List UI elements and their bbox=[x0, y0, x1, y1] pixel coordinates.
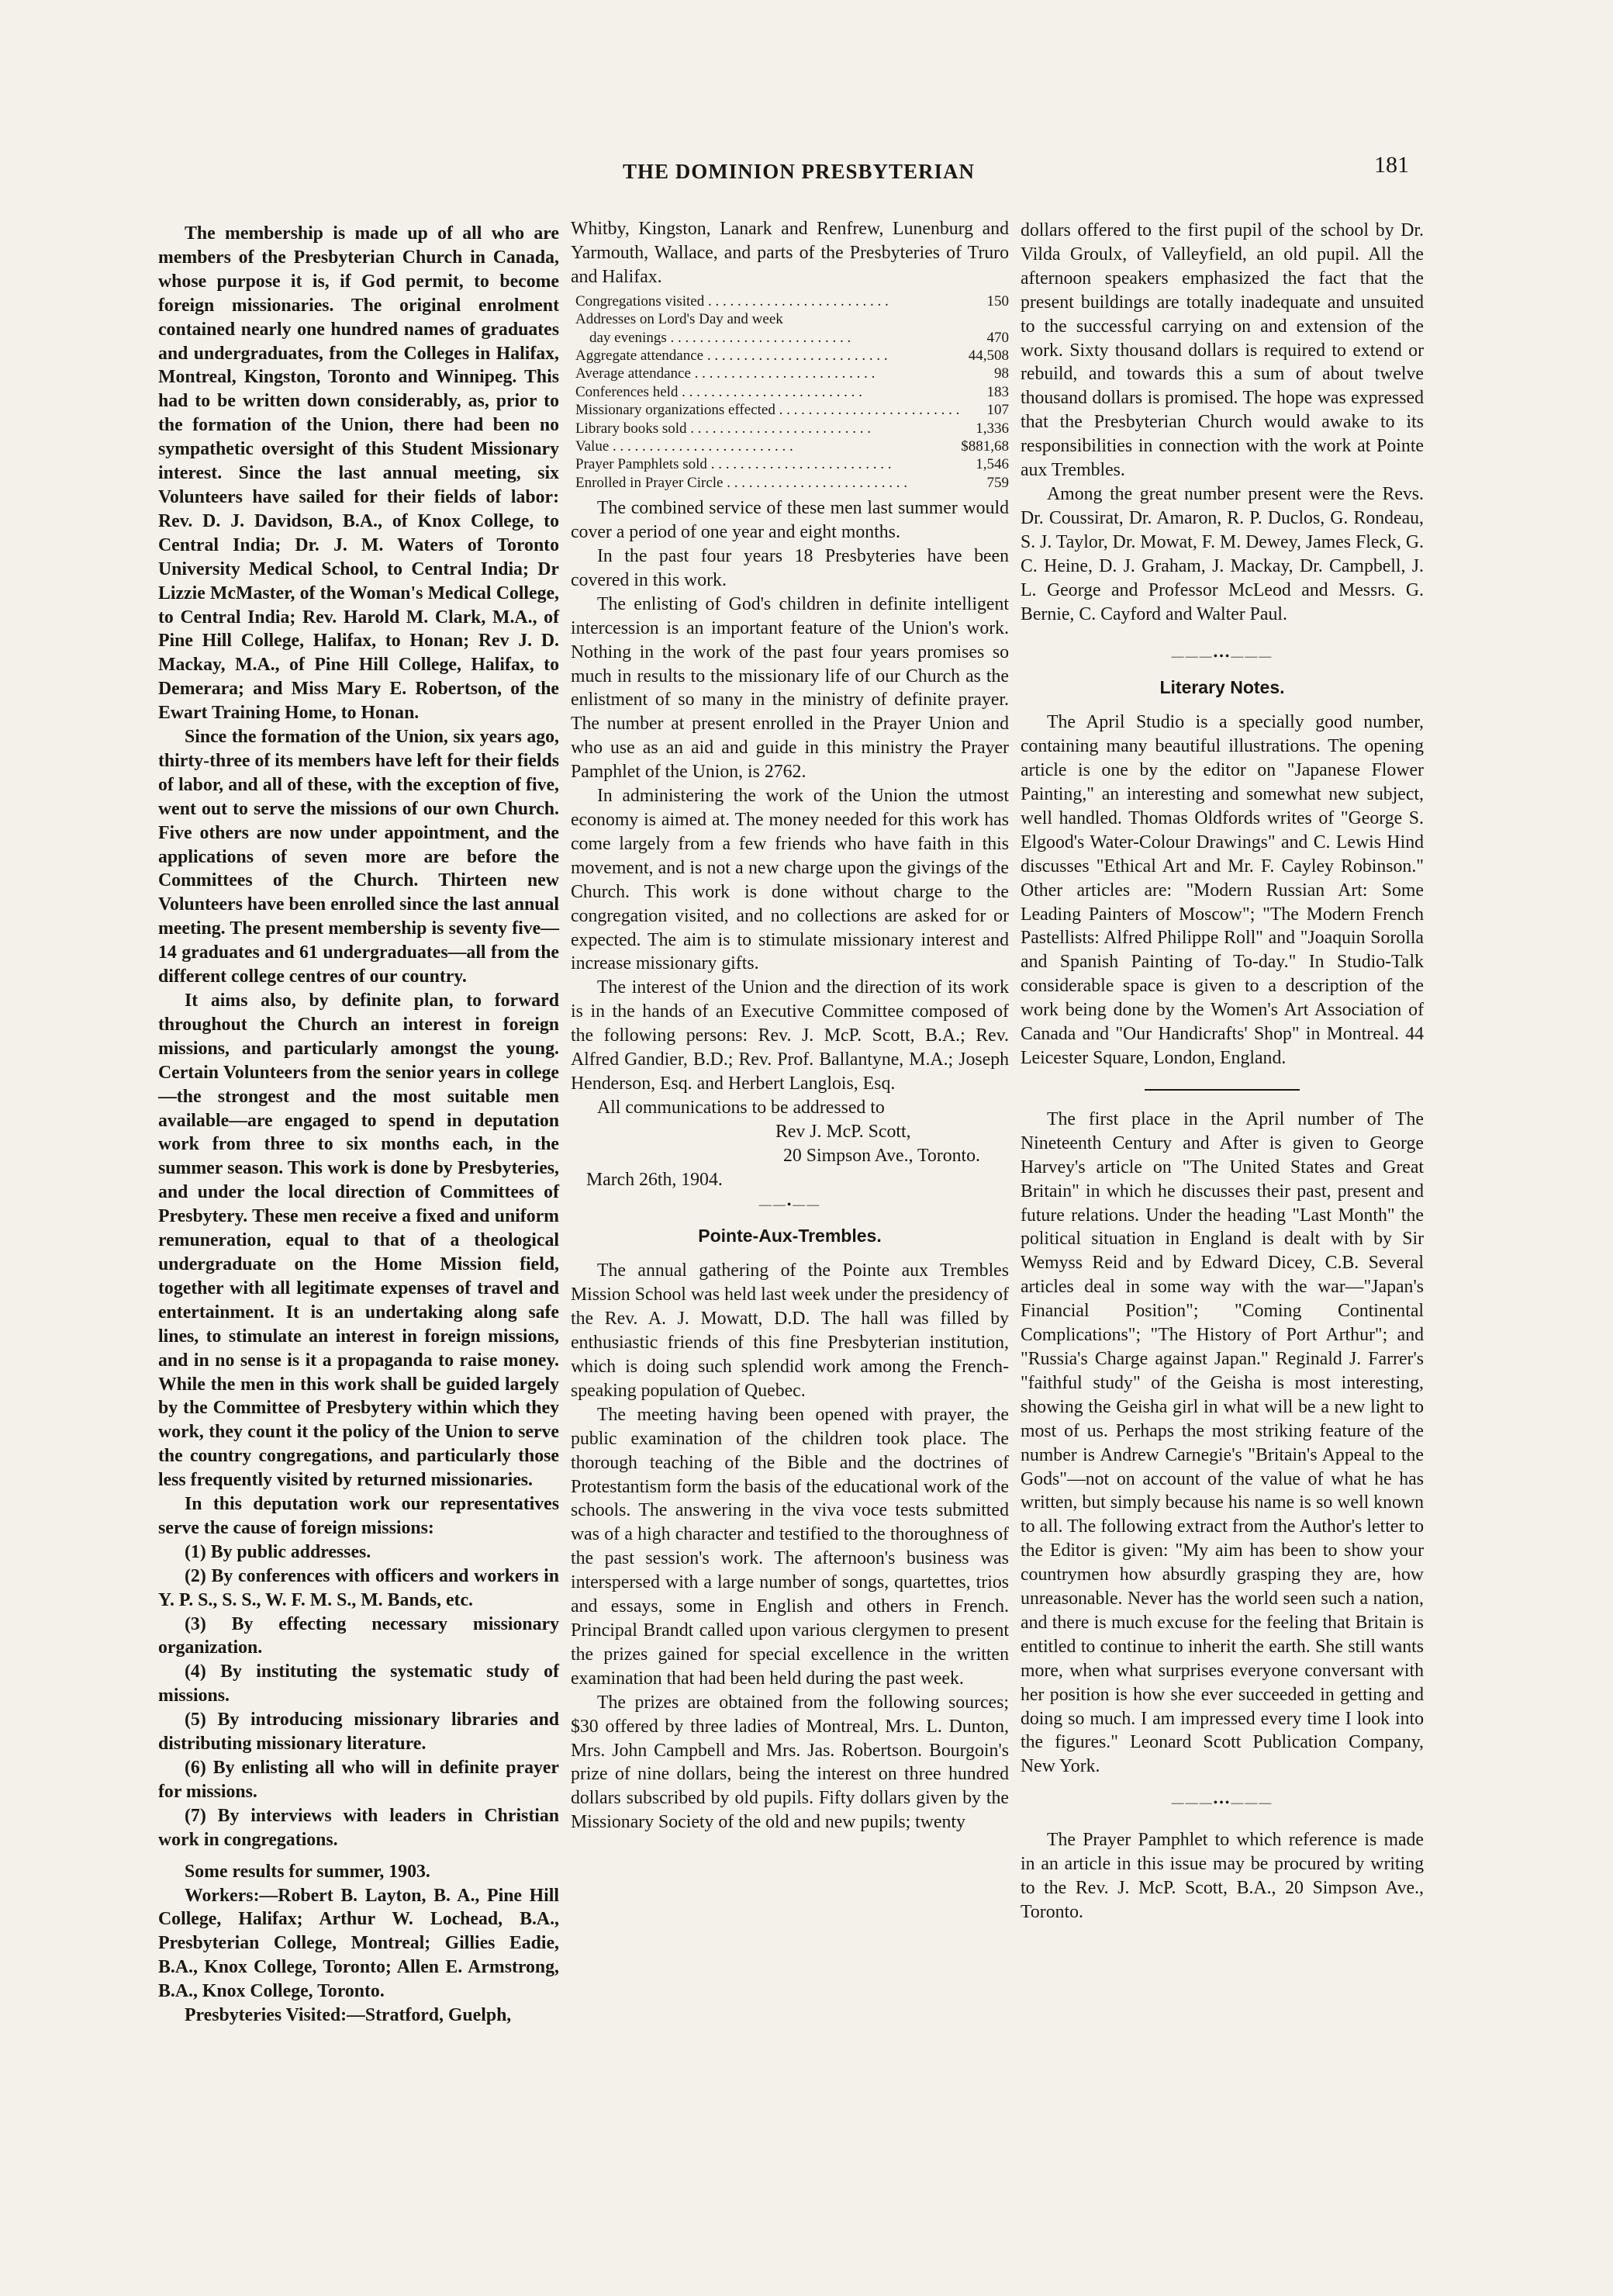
table-row: Conferences held . . . 183 bbox=[575, 383, 1009, 401]
meeting-paragraph: The meeting having been opened with prayer, the public examination of the children took place. The thorough teaching of the Bible and the doctrines of Protestantism form the basis of the educational work of the schools. The answering in the viva voce tests submitted was of a high character and testified to the thoroughness of the past session's work. The afternoon's business was interspersed with a large number of songs, quartettes, trios and essays, some in English and others in French. Principal Brandt called upon various clergymen to present the prizes gained for special excellence in the written examination that had been held during the past week. bbox=[571, 1404, 1009, 1689]
communications-paragraph: All communications to be addressed to bbox=[597, 1097, 885, 1118]
list-item: (6) By enlisting all who will in definite prayer for missions. bbox=[158, 1758, 559, 1802]
list-item: (7) By interviews with leaders in Christian work in congregations. bbox=[158, 1805, 559, 1850]
letter-date: March 26th, 1904. bbox=[586, 1169, 723, 1190]
deputation-paragraph: In this deputation work our representatives serve the cause of foreign missions: bbox=[158, 1494, 559, 1538]
table-row: Value . . . $881,68 bbox=[575, 437, 1009, 455]
table-row: Aggregate attendance . . . 44,508 bbox=[575, 347, 1009, 365]
table-row: Prayer Pamphlets sold . . . 1,546 bbox=[575, 455, 1009, 473]
statistics-table bbox=[575, 292, 1009, 492]
past-four-years-paragraph: In the past four years 18 Presbyteries have been covered in this work. bbox=[571, 546, 1009, 590]
list-item: (5) By introducing missionary libraries and distributing missionary literature. bbox=[158, 1710, 559, 1755]
aims-paragraph: It aims also, by definite plan, to forward throughout the Church an interest in foreign missions, and particularly amongst the young. Certain Volunteers from the senior years in college—the strongest and the most suitable men available—are engaged to spend in deputation work from three to six months each, in the summer season. This work is done by Presbyteries, and under the local direction of Committees of Presbytery. These men receive a fixed and uniform remuneration, equal to that of a theological undergraduate on the Home Mission field, together with all legitimate expenses of travel and entertainment. It is an undertaking along safe lines, to stimulate an interest in foreign missions, and in no sense is it a propaganda to raise money. While the men in this work shall be guided largely by the Committee of Presbytery within which they work, they count it the policy of the Union to serve the country congregations, and particularly those less frequently visited by returned missionaries. bbox=[158, 991, 559, 1491]
formation-paragraph: Since the formation of the Union, six years ago, thirty-three of its members have left for their fields of labor, and all of these, with the exception of five, went out to serve the missions of our own Church. Five others are now under appointment, and the applications of seven more are before the Committees of the Church. Thirteen new Volunteers have been enrolled since the last annual meeting. The present membership is seventy five—14 graduates and 61 undergraduates—all from the different college centres of our country. bbox=[158, 727, 559, 987]
executive-committee-paragraph: The interest of the Union and the direction of its work is in the hands of an Executive Committee composed of the following persons: Rev. J. McP. Scott, B.A.; Rev. Alfred Gandier, B.D.; Rev. Prof. Ballantyne, M.A.; Joseph Henderson, Esq. and Herbert Langlois, Esq. bbox=[571, 977, 1009, 1094]
table-row: Library books sold . . . 1,336 bbox=[575, 420, 1009, 437]
results-heading: Some results for summer, 1903. bbox=[185, 1861, 430, 1882]
list-item: (4) By instituting the systematic study of missions. bbox=[158, 1661, 559, 1706]
column-2 bbox=[571, 217, 1009, 1834]
table-row: Enrolled in Prayer Circle . . . 759 bbox=[575, 474, 1009, 492]
list-item: (2) By conferences with officers and workers in Y. P. S., S. S., W. F. M. S., M. Bands, etc. bbox=[158, 1565, 559, 1610]
literary-notes-heading: Literary Notes. bbox=[1159, 677, 1285, 698]
economy-paragraph: In administering the work of the Union the utmost economy is aimed at. The money needed for this work has come largely from a few friends who have faith in this movement, and is not a new charge upon the givings of the Church. This work is done without charge to the congregation visited, and no collections are asked for or expected. The aim is to stimulate missionary interest and increase missionary gifts. bbox=[571, 786, 1009, 974]
divider-rule bbox=[1145, 1089, 1300, 1091]
nineteenth-century-paragraph: The first place in the April number of The Nineteenth Century and After is given to George Harvey's article on "The United States and Great Britain" in which he discusses their past, present and future relations. Under the heading "Last Month" the political situation in England is dealt with by Sir Wemyss Reid and by Edward Dicey, C.B. Several articles deal in some way with the war—"Japan's Financial Position"; "Coming Continental Complications"; "The History of Port Arthur"; and "Russia's Charge against Japan." Reginald J. Farrer's "faithful study" of the Geisha is most interesting, showing the Geisha girl in what will be a new light to most of us. Perhaps the most striking feature of the number is Andrew Carnegie's "Britain's Appeal to the Gods"—not on account of the value of what he has written, but simply because his name is so well known to all. The following extract from the Author's letter to the Editor is given: "My aim has been to show your countrymen how absurdly grasping they are, how unreasonable. Never has the world seen such a nation, and there is much excuse for the feeling that Britain is entitled to continue to inherit the earth. She still wants more, when what surprises everyone conversant with her position is how she ever succeeded in getting and doing so much. I am impressed every time I look into the figures." Leonard Scott Publication Company, New York. bbox=[1021, 1108, 1424, 1777]
pointe-continued-paragraph: dollars offered to the first pupil of the school by Dr. Vilda Groulx, of Valleyfield, an old pupil. All the afternoon speakers emphasized the fact that the present buildings are totally inadequate and unsuited to the successful carrying on and extension of the work. Sixty thousand dollars is required to extend or rebuild, and towards this a sum of about twelve thousand dollars is promised. The hope was expressed that the Presbyterian Church would awake to its responsibilities in connection with the work at Pointe aux Trembles. bbox=[1021, 220, 1424, 481]
section-ornament: ——•—— bbox=[758, 1198, 821, 1212]
page-number: 181 bbox=[1374, 152, 1409, 178]
combined-service-paragraph: The combined service of these men last summer would cover a period of one year and eight months. bbox=[571, 498, 1009, 543]
prizes-paragraph: The prizes are obtained from the following sources; $30 offered by three ladies of Montreal, Mrs. L. Dunton, Mrs. John Campbell and Mrs. Jas. Robertson. Bourgoin's prize of nine dollars, being the interest on three hundred dollars subscribed by old pupils. Fifty dollars given by the Missionary Society of the old and new pupils; twenty bbox=[571, 1692, 1009, 1833]
table-row: Missionary organizations effected . . . 107 bbox=[575, 401, 1009, 419]
table-row: day evenings . . . 470 bbox=[575, 329, 1009, 347]
table-row: Congregations visited . . . 150 bbox=[575, 292, 1009, 310]
page-header-title: THE DOMINION PRESBYTERIAN bbox=[622, 160, 976, 183]
annual-gathering-paragraph: The annual gathering of the Pointe aux Trembles Mission School was held last week under the presidency of the Rev. A. J. Mowatt, D.D. The hall was filled by enthusiastic friends of this fine Presbyterian institution, which is doing such splendid work among the French-speaking population of Quebec. bbox=[571, 1260, 1009, 1401]
attendees-paragraph: Among the great number present were the Revs. Dr. Coussirat, Dr. Amaron, R. P. Duclos, G. Rondeau, S. J. Taylor, Dr. Mowat, F. M. Dewey, James Fleck, G. C. Heine, D. J. Graham, J. Mackay, Dr. Campbell, J. L. George and Professor McLeod and Messrs. G. Bernie, C. Cayford and Walter Paul. bbox=[1021, 483, 1424, 624]
table-row: Addresses on Lord's Day and week bbox=[575, 311, 783, 328]
pointe-aux-trembles-heading: Pointe-Aux-Trembles. bbox=[698, 1226, 882, 1247]
column-1 bbox=[158, 222, 559, 2028]
list-item: (3) By effecting necessary missionary organization. bbox=[158, 1613, 559, 1658]
column-3 bbox=[1021, 219, 1424, 1924]
presbyteries-visited-paragraph: Presbyteries Visited:—Stratford, Guelph, bbox=[185, 2005, 512, 2026]
signature-name: Rev J. McP. Scott, bbox=[775, 1121, 911, 1142]
table-row: Average attendance . . . 98 bbox=[575, 365, 1009, 382]
prayer-union-paragraph: The enlisting of God's children in definite intelligent intercession is an important feature of the Union's work. Nothing in the work of the past four years promises so much in results to the missionary life of our Church as the enlistment of so many in the ministry of definite prayer. The number at present enrolled in the Prayer Union and who use as an aid and guide in this ministry the Prayer Pamphlet of the Union, is 2762. bbox=[571, 593, 1009, 783]
april-studio-paragraph: The April Studio is a specially good number, containing many beautiful illustrations. The opening article is one by the editor on "Japanese Flower Painting," an interesting and somewhat new subject, well handled. Thomas Oldfords writes of "George S. Elgood's Water-Colour Drawings" and C. Lewis Hind discusses "Ethical Art and Mr. F. Cayley Robinson." Other articles are: "Modern Russian Art: Some Leading Painters of Moscow"; "The Modern French Pastellists: Alfred Philippe Roll" and "Joaquin Sorolla and Spanish Painting of To-day." In Studio-Talk considerable space is given to a description of the work being done by the Women's Art Association of Canada and "Our Handicrafts' Shop" in Montreal. 44 Leicester Square, London, England. bbox=[1021, 712, 1424, 1068]
signature-address: 20 Simpson Ave., Toronto. bbox=[783, 1145, 980, 1166]
workers-paragraph: Workers:—Robert B. Layton, B. A., Pine Hill College, Halifax; Arthur W. Lochead, B.A., Presbyterian College, Montreal; Gillies Eadie, B.A., Knox College, Toronto; Allen E. Armstrong, B.A., Knox College, Toronto. bbox=[158, 1885, 559, 2002]
section-ornament: ———•••——— bbox=[1171, 1796, 1273, 1810]
section-ornament: ———•••——— bbox=[1171, 650, 1273, 664]
list-item: (1) By public addresses. bbox=[185, 1541, 371, 1562]
prayer-pamphlet-paragraph: The Prayer Pamphlet to which reference is made in an article in this issue may be procured by writing to the Rev. J. McP. Scott, B.A., 20 Simpson Ave., Toronto. bbox=[1021, 1830, 1424, 1922]
membership-paragraph: The membership is made up of all who are members of the Presbyterian Church in Canada, whose purpose it is, if God permit, to become foreign missionaries. The original enrolment contained nearly one hundred names of graduates and undergraduates, from the Colleges in Halifax, Montreal, Kingston, Toronto and Winnipeg. This had to be written down considerably, as, prior to the formation of the Union, there had been no sympathetic oversight of this Student Missionary interest. Since the last annual meeting, six Volunteers have sailed for their fields of labor: Rev. D. J. Davidson, B.A., of Knox College, to Central India; Dr. J. M. Waters of Toronto University Medical School, to Central India; Dr Lizzie McMaster, of the Woman's Medical College, to Central India; Rev. Harold M. Clark, M.A., of Pine Hill College, Halifax, to Honan; Rev J. D. Mackay, M.A., of Pine Hill College, Halifax, to Demerara; and Miss Mary E. Robertson, of the Ewart Training Home, to Honan. bbox=[158, 223, 559, 724]
presbyteries-continued: Whitby, Kingston, Lanark and Renfrew, Lunenburg and Yarmouth, Wallace, and parts of the Presbyteries of Truro and Halifax. bbox=[571, 219, 1009, 287]
